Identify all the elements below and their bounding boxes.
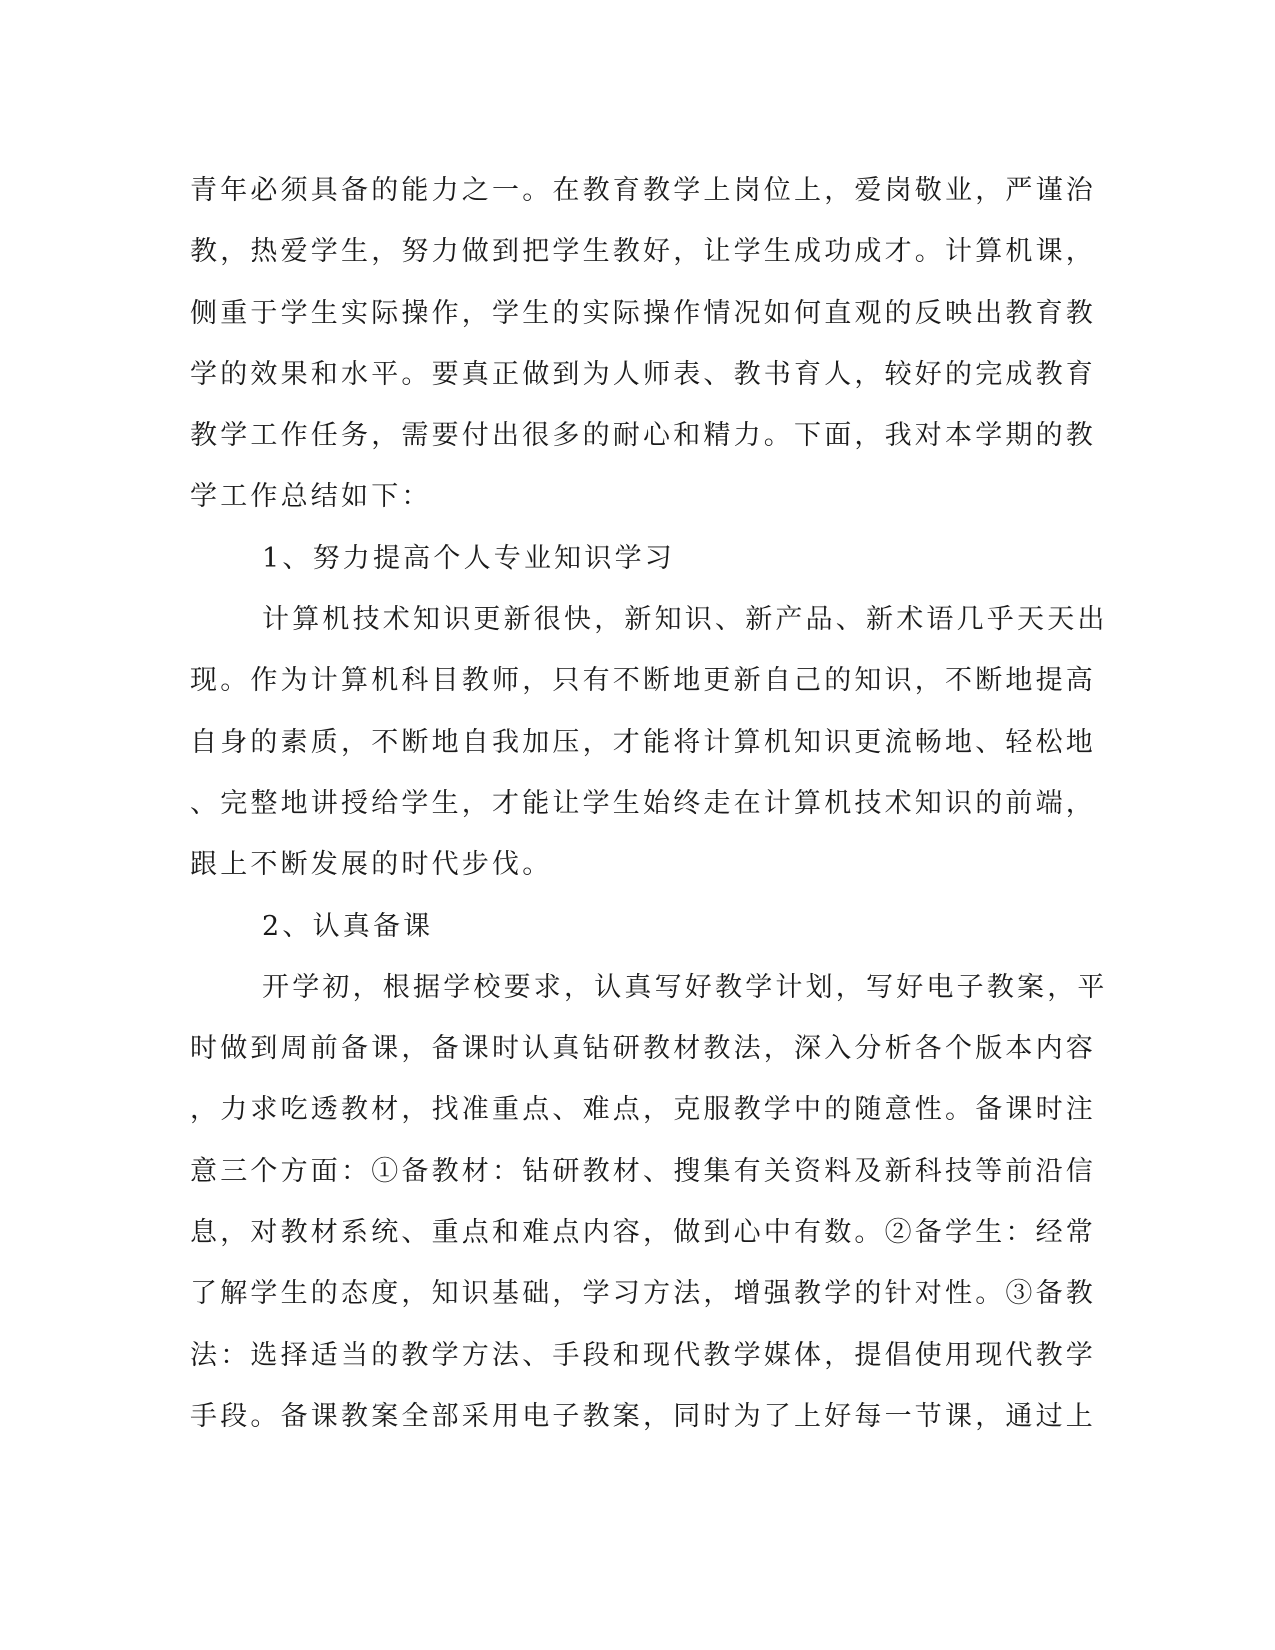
text-line: 法：选择适当的教学方法、手段和现代教学媒体，提倡使用现代教学 bbox=[190, 1339, 1096, 1371]
text-line: 息，对教材系统、重点和难点内容，做到心中有数。②备学生：经常 bbox=[190, 1217, 1096, 1249]
text-line: 开学初，根据学校要求，认真写好教学计划，写好电子教案，平 bbox=[262, 971, 1108, 1003]
section-heading-1: 1、努力提高个人专业知识学习 bbox=[262, 542, 675, 574]
text-line: 青年必须具备的能力之一。在教育教学上岗位上，爱岗敬业，严谨治 bbox=[190, 175, 1096, 206]
text-line: ，力求吃透教材，找准重点、难点，克服教学中的随意性。备课时注 bbox=[190, 1094, 1096, 1126]
text-line: 学工作总结如下： bbox=[190, 481, 432, 513]
text-line: 教学工作任务，需要付出很多的耐心和精力。下面，我对本学期的教 bbox=[190, 420, 1096, 452]
text-line: 时做到周前备课，备课时认真钻研教材教法，深入分析各个版本内容 bbox=[190, 1033, 1096, 1065]
text-line: 自身的素质，不断地自我加压，才能将计算机知识更流畅地、轻松地 bbox=[190, 726, 1096, 758]
section-heading-2: 2、认真备课 bbox=[262, 910, 434, 942]
text-line: 教，热爱学生，努力做到把学生教好，让学生成功成才。计算机课， bbox=[190, 236, 1096, 268]
text-line: 意三个方面：①备教材：钻研教材、搜集有关资料及新科技等前沿信 bbox=[190, 1155, 1096, 1187]
document-body bbox=[190, 160, 1108, 1447]
text-line: 侧重于学生实际操作，学生的实际操作情况如何直观的反映出教育教 bbox=[190, 297, 1096, 329]
text-line: 了解学生的态度，知识基础，学习方法，增强教学的针对性。③备教 bbox=[190, 1278, 1096, 1310]
text-line: 计算机技术知识更新很快，新知识、新产品、新术语几乎天天出 bbox=[262, 604, 1108, 636]
text-line: 学的效果和水平。要真正做到为人师表、教书育人，较好的完成教育 bbox=[190, 358, 1096, 390]
text-line: 手段。备课教案全部采用电子教案，同时为了上好每一节课，通过上 bbox=[190, 1400, 1096, 1432]
text-line: 跟上不断发展的时代步伐。 bbox=[190, 849, 553, 881]
text-line: 、完整地讲授给学生，才能让学生始终走在计算机技术知识的前端， bbox=[190, 787, 1096, 819]
text-line: 现。作为计算机科目教师，只有不断地更新自己的知识，不断地提高 bbox=[190, 665, 1096, 697]
